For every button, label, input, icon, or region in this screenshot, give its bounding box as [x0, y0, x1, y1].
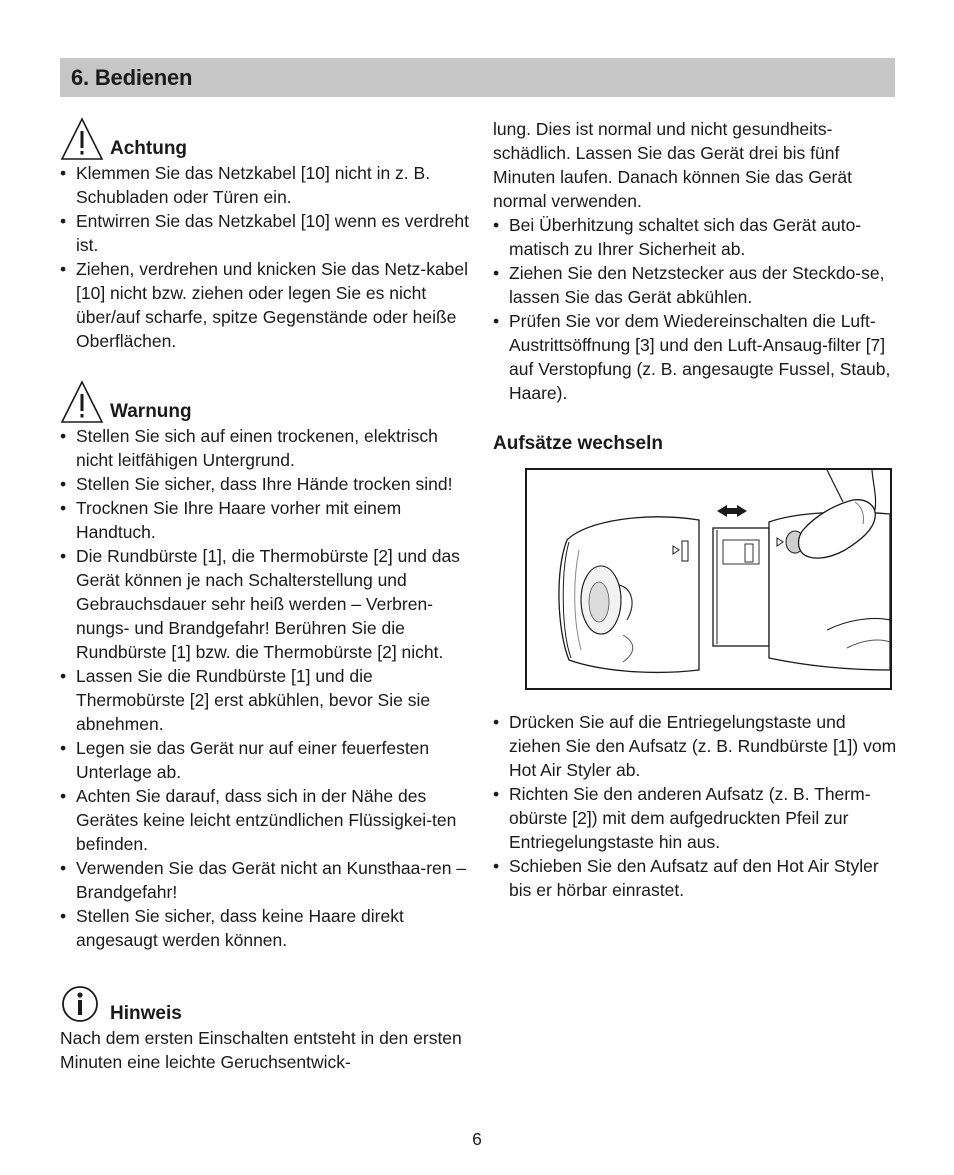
hinweis-heading	[60, 982, 470, 1026]
warnung-list	[60, 424, 470, 952]
list-item: • Achten Sie darauf, dass sich in der Nähe des Gerätes keine leicht entzündlichen Flüssigkei-ten befinden.	[60, 784, 470, 856]
list-item: • Bei Überhitzung schaltet sich das Gerät auto-matisch zu Ihrer Sicherheit ab.	[493, 213, 898, 261]
list-item: • Legen sie das Gerät nur auf einer feuerfesten Unterlage ab.	[60, 736, 470, 784]
list-item: • Klemmen Sie das Netzkabel [10] nicht in z. B. Schubladen oder Türen ein.	[60, 161, 470, 209]
list-item: • Stellen Sie sicher, dass Ihre Hände trocken sind!	[60, 472, 470, 496]
hinweis-list	[493, 213, 898, 405]
aufsaetze-heading: Aufsätze wechseln	[493, 433, 663, 454]
list-item: • Stellen Sie sicher, dass keine Haare direkt angesaugt werden können.	[60, 904, 470, 952]
info-circle-icon	[60, 982, 104, 1026]
list-item: • Lassen Sie die Rundbürste [1] und die Thermobürste [2] erst abkühlen, bevor Sie sie abnehmen.	[60, 664, 470, 736]
list-item: • Die Rundbürste [1], die Thermobürste [2] und das Gerät können je nach Schalterstellung und Gebrauchsdauer sehr heiß werden – Verbren-nungs- und Brandgefahr! Berühren Sie die Rundbürste [1] bzw. die Thermobürste [2] nicht.	[60, 544, 470, 664]
left-column	[60, 117, 470, 1074]
achtung-heading-text: Achtung	[110, 138, 188, 159]
page-number: 6	[472, 1129, 482, 1149]
warnung-heading-text: Warnung	[110, 401, 192, 422]
warning-triangle-icon	[60, 380, 104, 424]
section-header-bar	[60, 58, 895, 97]
hinweis-text-start: Nach dem ersten Einschalten entsteht in den ersten Minuten eine leichte Geruchsentwick-	[60, 1028, 462, 1072]
hinweis-heading-text: Hinweis	[110, 1003, 182, 1024]
list-item: • Ziehen, verdrehen und knicken Sie das Netz-kabel [10] nicht bzw. ziehen oder legen Sie es nicht über/auf scharfe, spitze Gegenstände oder heiße Oberflächen.	[60, 257, 470, 353]
warnung-heading	[60, 380, 470, 424]
achtung-heading	[60, 117, 470, 161]
list-item: • Entwirren Sie das Netzkabel [10] wenn es verdreht ist.	[60, 209, 470, 257]
achtung-list	[60, 161, 470, 353]
list-item: • Richten Sie den anderen Aufsatz (z. B. Therm-obürste [2]) mit dem aufgedruckten Pfeil zur Entriegelungstaste hin aus.	[493, 782, 898, 854]
list-item: • Stellen Sie sich auf einen trockenen, elektrisch nicht leitfähigen Untergrund.	[60, 424, 470, 472]
warning-triangle-icon	[60, 117, 104, 161]
list-item: • Trocknen Sie Ihre Haare vorher mit einem Handtuch.	[60, 496, 470, 544]
list-item: • Prüfen Sie vor dem Wiedereinschalten die Luft-Austrittsöffnung [3] und den Luft-Ansaug-filter [7] auf Verstopfung (z. B. angesaugte Fussel, Staub, Haare).	[493, 309, 898, 405]
hinweis-text-continued: lung. Dies ist normal und nicht gesundheits-schädlich. Lassen Sie das Gerät drei bis fünf Minuten laufen. Danach können Sie das Gerät normal verwenden.	[493, 119, 852, 211]
list-item: • Verwenden Sie das Gerät nicht an Kunsthaa-ren – Brandgefahr!	[60, 856, 470, 904]
list-item: • Schieben Sie den Aufsatz auf den Hot Air Styler bis er hörbar einrastet.	[493, 854, 898, 902]
attachment-change-illustration	[525, 468, 892, 690]
right-column	[493, 117, 898, 902]
section-title: 6. Bedienen	[71, 65, 193, 90]
aufsaetze-list	[493, 710, 898, 902]
list-item: • Ziehen Sie den Netzstecker aus der Steckdo-se, lassen Sie das Gerät abkühlen.	[493, 261, 898, 309]
list-item: • Drücken Sie auf die Entriegelungstaste und ziehen Sie den Aufsatz (z. B. Rundbürste [1]) vom Hot Air Styler ab.	[493, 710, 898, 782]
